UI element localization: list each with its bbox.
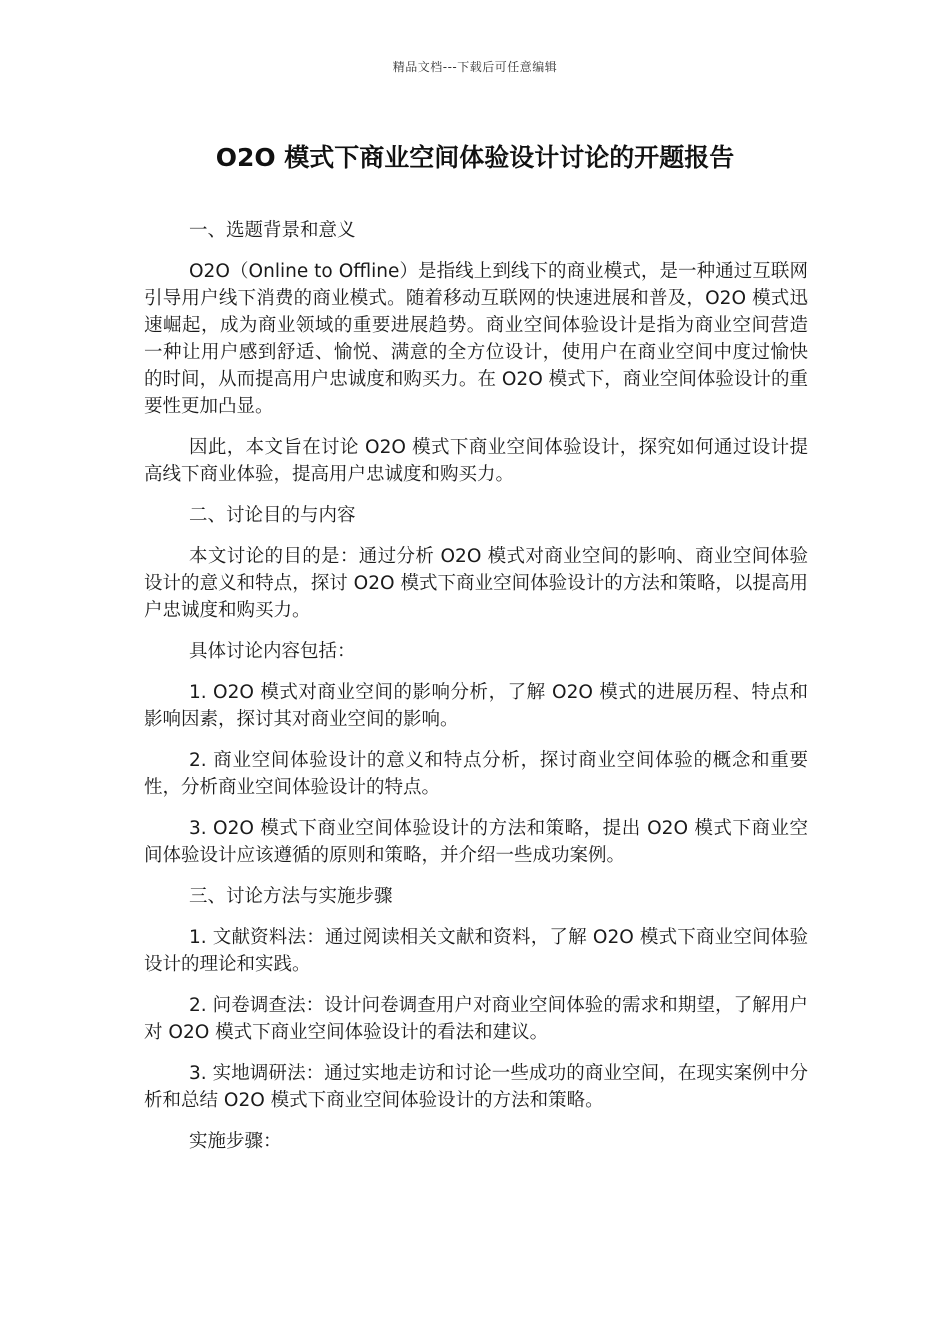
section-heading-objectives: 二、讨论目的与内容: [189, 505, 356, 526]
header-note: 精品文档---下载后可任意编辑: [392, 60, 558, 74]
list-item-content-3: 3. O2O 模式下商业空间体验设计的方法和策略，提出 O2O 模式下商业空间体验设计应该遵循的原则和策略，并介绍一些成功案例。: [144, 818, 808, 866]
list-item-method-2: 2. 问卷调查法：设计问卷调查用户对商业空间体验的需求和期望，了解用户对 O2O 模式下商业空间体验设计的看法和建议。: [144, 995, 808, 1043]
section-heading-background: 一、选题背景和意义: [189, 220, 356, 241]
list-item-method-3: 3. 实地调研法：通过实地走访和讨论一些成功的商业空间，在现实案例中分析和总结 O2O 模式下商业空间体验设计的方法和策略。: [144, 1063, 808, 1111]
document-title: O2O 模式下商业空间体验设计讨论的开题报告: [215, 143, 735, 172]
paragraph-purpose: 因此，本文旨在讨论 O2O 模式下商业空间体验设计，探究如何通过设计提高线下商业体验，提高用户忠诚度和购买力。: [144, 437, 808, 485]
paragraph-objectives: 本文讨论的目的是：通过分析 O2O 模式对商业空间的影响、商业空间体验设计的意义和特点，探讨 O2O 模式下商业空间体验设计的方法和策略，以提高用户忠诚度和购买力。: [144, 546, 808, 621]
list-item-content-1: 1. O2O 模式对商业空间的影响分析，了解 O2O 模式的进展历程、特点和影响因素，探讨其对商业空间的影响。: [144, 682, 808, 730]
paragraph-content-intro: 具体讨论内容包括：: [189, 641, 356, 662]
list-item-content-2: 2. 商业空间体验设计的意义和特点分析，探讨商业空间体验的概念和重要性，分析商业空间体验设计的特点。: [144, 750, 808, 798]
section-heading-methods: 三、讨论方法与实施步骤: [189, 886, 393, 907]
paragraph-o2o-definition: O2O（Online to Offline）是指线上到线下的商业模式，是一种通过互联网引导用户线下消费的商业模式。随着移动互联网的快速进展和普及，O2O 模式迅速崛起，成为商业领域的重要进展趋势。商业空间体验设计是指为商业空间营造一种让用户感到舒适、愉悦、满意的全方位设计，使用户在商业空间中度过愉快的时间，从而提高用户忠诚度和购买力。在 O2O 模式下，商业空间体验设计的重要性更加凸显。: [144, 261, 808, 417]
list-item-method-1: 1. 文献资料法：通过阅读相关文献和资料，了解 O2O 模式下商业空间体验设计的理论和实践。: [144, 927, 808, 975]
document-body: [144, 217, 808, 1169]
paragraph-implementation-steps: 实施步骤：: [189, 1131, 282, 1152]
